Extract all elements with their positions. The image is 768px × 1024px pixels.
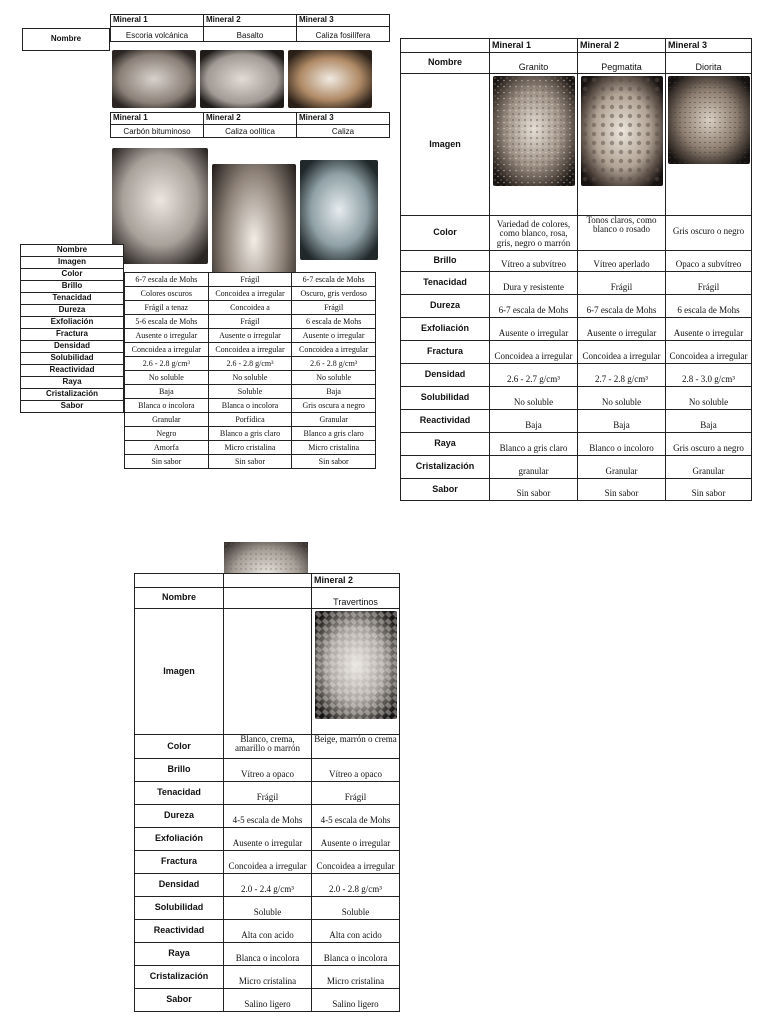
left-cell: Concoidea a irregular: [292, 343, 376, 357]
left-cell: Ausente o irregular: [125, 329, 209, 343]
left-cell: 2.6 - 2.8 g/cm³: [292, 357, 376, 371]
left-cell: Frágil: [208, 315, 292, 329]
left-label: Densidad: [21, 341, 124, 353]
row-label-nombre: Nombre: [135, 588, 224, 609]
row-label-brillo: Brillo: [401, 251, 490, 272]
cell-reactividad-2: Alta con acido: [312, 920, 400, 943]
left-header-3: Mineral 3: [297, 15, 390, 27]
rock-photo-caliza-fosilifera: [288, 50, 372, 108]
row-label-color: Color: [135, 735, 224, 759]
name-diorita: Diorita: [666, 53, 752, 74]
left-cell: Oscuro, gris verdoso: [292, 287, 376, 301]
cell-raya-1: Blanco a gris claro: [490, 433, 578, 456]
cell-solubilidad-3: No soluble: [666, 387, 752, 410]
left-cell: Soluble: [208, 385, 292, 399]
cell-fractura-1: Concoidea a irregular: [224, 851, 312, 874]
left-name-1: Escoria volcánica: [111, 27, 204, 42]
left-cell: Baja: [125, 385, 209, 399]
left-cell: No soluble: [292, 371, 376, 385]
row-label-exfoliacion: Exfoliación: [401, 318, 490, 341]
rock-photo-travertinos: [315, 611, 397, 719]
name-granito: Granito: [490, 53, 578, 74]
left-label: Brillo: [21, 281, 124, 293]
cell-reactividad-1: Baja: [490, 410, 578, 433]
left-cell: Micro cristalina: [292, 441, 376, 455]
left-label: Dureza: [21, 305, 124, 317]
left-mid-header-row: [110, 112, 374, 138]
left-cell: Concoidea a irregular: [125, 343, 209, 357]
corner-cell: [135, 574, 224, 588]
cell-densidad-1: 2.6 - 2.7 g/cm³: [490, 364, 578, 387]
left-cell: Ausente o irregular: [292, 329, 376, 343]
row-label-reactividad: Reactividad: [135, 920, 224, 943]
cell-color-3: Gris oscuro o negro: [666, 216, 752, 251]
left-name-2: Basalto: [204, 27, 297, 42]
left-label: Cristalización: [21, 389, 124, 401]
left-cell: 2.6 - 2.8 g/cm³: [125, 357, 209, 371]
left-mid-name-3: Caliza: [297, 125, 390, 138]
cell-exfoliacion-2: Ausente o irregular: [312, 828, 400, 851]
left-cell: Negro: [125, 427, 209, 441]
header-mineral-2: Mineral 2: [312, 574, 400, 588]
rock-photo-escoria: [112, 50, 196, 108]
cell-raya-2: Blanco o incoloro: [578, 433, 666, 456]
left-cell: Colores oscuros: [125, 287, 209, 301]
left-header-1: Mineral 1: [111, 15, 204, 27]
cell-sabor-2: Salino ligero: [312, 989, 400, 1012]
row-label-exfoliacion: Exfoliación: [135, 828, 224, 851]
left-cell: Frágil: [208, 273, 292, 287]
row-label-solubilidad: Solubilidad: [401, 387, 490, 410]
left-cell: 6-7 escala de Mohs: [292, 273, 376, 287]
left-label: Imagen: [21, 257, 124, 269]
image-cell-pegmatita: [578, 74, 666, 216]
header-mineral-1: Mineral 1: [490, 39, 578, 53]
left-cell: 5-6 escala de Mohs: [125, 315, 209, 329]
left-cell: Blanco a gris claro: [292, 427, 376, 441]
left-cell: Frágil a tenaz: [125, 301, 209, 315]
cell-cristalizacion-2: Granular: [578, 456, 666, 479]
left-name-3: Caliza fosilífera: [297, 27, 390, 42]
left-label: Exfoliación: [21, 317, 124, 329]
left-cell: Porfídica: [208, 413, 292, 427]
name-travertinos: Travertinos: [312, 588, 400, 609]
left-mid-header-1: Mineral 1: [111, 113, 204, 125]
cell-brillo-1: Vítreo a subvítreo: [490, 251, 578, 272]
left-label: Nombre: [21, 245, 124, 257]
left-cell: Sin sabor: [125, 455, 209, 469]
left-cell: Baja: [292, 385, 376, 399]
left-cell: Micro cristalina: [208, 441, 292, 455]
left-cell: Sin sabor: [292, 455, 376, 469]
left-cell: 6-7 escala de Mohs: [125, 273, 209, 287]
mineral-table-bottom: [134, 573, 400, 1012]
cell-densidad-2: 2.0 - 2.8 g/cm³: [312, 874, 400, 897]
row-label-raya: Raya: [135, 943, 224, 966]
cell-sabor-2: Sin sabor: [578, 479, 666, 501]
cell-densidad-3: 2.8 - 3.0 g/cm³: [666, 364, 752, 387]
left-cell: Concoidea a irregular: [208, 343, 292, 357]
image-cell-diorita: [666, 74, 752, 216]
row-label-imagen: Imagen: [135, 609, 224, 735]
row-label-fractura: Fractura: [401, 341, 490, 364]
cell-fractura-1: Concoidea a irregular: [490, 341, 578, 364]
row-label-nombre: Nombre: [401, 53, 490, 74]
cell-exfoliacion-2: Ausente o irregular: [578, 318, 666, 341]
cell-color-1: Variedad de colores, como blanco, rosa, gris, negro o marrón: [490, 216, 578, 251]
left-cell: Granular: [292, 413, 376, 427]
image-cell-mineral-1: [224, 609, 312, 735]
overlapped-table-stack: [20, 14, 380, 544]
corner-cell: [401, 39, 490, 53]
row-label-color: Color: [401, 216, 490, 251]
cell-tenacidad-2: Frágil: [578, 272, 666, 295]
cell-tenacidad-3: Frágil: [666, 272, 752, 295]
left-cell: Gris oscura a negro: [292, 399, 376, 413]
row-label-tenacidad: Tenacidad: [135, 782, 224, 805]
cell-raya-2: Blanca o incolora: [312, 943, 400, 966]
row-label-cristalizacion: Cristalización: [135, 966, 224, 989]
cell-reactividad-2: Baja: [578, 410, 666, 433]
name-mineral-1: [224, 588, 312, 609]
row-label-dureza: Dureza: [401, 295, 490, 318]
left-table-header-row: [110, 14, 374, 42]
cell-solubilidad-1: No soluble: [490, 387, 578, 410]
name-pegmatita: Pegmatita: [578, 53, 666, 74]
cell-densidad-1: 2.0 - 2.4 g/cm³: [224, 874, 312, 897]
rock-photo-basalto: [200, 50, 284, 108]
left-mid-header-3: Mineral 3: [297, 113, 390, 125]
mineral-table-right: [400, 38, 752, 501]
cell-tenacidad-1: Dura y resistente: [490, 272, 578, 295]
cell-dureza-2: 6-7 escala de Mohs: [578, 295, 666, 318]
row-label-cristalizacion: Cristalización: [401, 456, 490, 479]
left-cell: Blanca o incolora: [125, 399, 209, 413]
cell-exfoliacion-3: Ausente o irregular: [666, 318, 752, 341]
row-label-sabor: Sabor: [401, 479, 490, 501]
row-label-dureza: Dureza: [135, 805, 224, 828]
left-nombre-label: Nombre: [23, 29, 110, 51]
cell-cristalizacion-1: granular: [490, 456, 578, 479]
cell-exfoliacion-1: Ausente o irregular: [490, 318, 578, 341]
left-label: Sabor: [21, 401, 124, 413]
cell-dureza-1: 6-7 escala de Mohs: [490, 295, 578, 318]
row-label-imagen: Imagen: [401, 74, 490, 216]
cell-sabor-3: Sin sabor: [666, 479, 752, 501]
left-label: Raya: [21, 377, 124, 389]
cell-brillo-3: Opaco a subvítreo: [666, 251, 752, 272]
left-mid-name-1: Carbón bituminoso: [111, 125, 204, 138]
rock-photo-caliza: [300, 160, 378, 260]
row-label-fractura: Fractura: [135, 851, 224, 874]
header-mineral-2: Mineral 2: [578, 39, 666, 53]
cell-reactividad-3: Baja: [666, 410, 752, 433]
cell-color-1: Blanco, crema, amarillo o marrón: [224, 735, 312, 759]
cell-solubilidad-2: No soluble: [578, 387, 666, 410]
cell-cristalizacion-2: Micro cristalina: [312, 966, 400, 989]
left-label: Color: [21, 269, 124, 281]
image-cell-granito: [490, 74, 578, 216]
cell-sabor-1: Sin sabor: [490, 479, 578, 501]
row-label-densidad: Densidad: [401, 364, 490, 387]
left-cell: Sin sabor: [208, 455, 292, 469]
left-cell: Concoidea a: [208, 301, 292, 315]
row-label-brillo: Brillo: [135, 759, 224, 782]
left-label: Reactividad: [21, 365, 124, 377]
rock-photo-pegmatita: [581, 76, 663, 186]
cell-tenacidad-2: Frágil: [312, 782, 400, 805]
row-label-reactividad: Reactividad: [401, 410, 490, 433]
left-label: Tenacidad: [21, 293, 124, 305]
cell-fractura-3: Concoidea a irregular: [666, 341, 752, 364]
row-label-solubilidad: Solubilidad: [135, 897, 224, 920]
left-cell: Frágil: [292, 301, 376, 315]
cell-color-2: Tonos claros, como blanco o rosado: [578, 216, 666, 251]
header-mineral-1-hidden: [224, 574, 312, 588]
cell-cristalizacion-1: Micro cristalina: [224, 966, 312, 989]
cell-dureza-3: 6 escala de Mohs: [666, 295, 752, 318]
left-cell: No soluble: [208, 371, 292, 385]
left-nombre-cell: [22, 28, 110, 51]
left-label: Solubilidad: [21, 353, 124, 365]
cell-sabor-1: Salino ligero: [224, 989, 312, 1012]
cell-reactividad-1: Alta con acido: [224, 920, 312, 943]
cell-fractura-2: Concoidea a irregular: [312, 851, 400, 874]
left-label-column: [20, 244, 124, 413]
left-cell: Blanco a gris claro: [208, 427, 292, 441]
cell-fractura-2: Concoidea a irregular: [578, 341, 666, 364]
cell-tenacidad-1: Frágil: [224, 782, 312, 805]
left-cell: 2.6 - 2.8 g/cm³: [208, 357, 292, 371]
cell-brillo-2: Vítreo a opaco: [312, 759, 400, 782]
left-mid-name-2: Caliza oolítica: [204, 125, 297, 138]
cell-raya-3: Gris oscuro a negro: [666, 433, 752, 456]
cell-exfoliacion-1: Ausente o irregular: [224, 828, 312, 851]
rock-photo-diorita: [668, 76, 750, 164]
left-cell: Amorfa: [125, 441, 209, 455]
left-mid-header-2: Mineral 2: [204, 113, 297, 125]
rock-photo-granito: [493, 76, 575, 186]
cell-brillo-1: Vítreo a opaco: [224, 759, 312, 782]
left-cell: 6 escala de Mohs: [292, 315, 376, 329]
left-header-2: Mineral 2: [204, 15, 297, 27]
left-cell: Ausente o irregular: [208, 329, 292, 343]
left-cell: Blanca o incolora: [208, 399, 292, 413]
cell-brillo-2: Vítreo aperlado: [578, 251, 666, 272]
cell-solubilidad-1: Soluble: [224, 897, 312, 920]
cell-dureza-2: 4-5 escala de Mohs: [312, 805, 400, 828]
row-label-raya: Raya: [401, 433, 490, 456]
cell-dureza-1: 4-5 escala de Mohs: [224, 805, 312, 828]
left-value-grid: [124, 272, 376, 469]
rock-photo-carbon: [112, 148, 208, 264]
left-label: Fractura: [21, 329, 124, 341]
cell-raya-1: Blanca o incolora: [224, 943, 312, 966]
cell-cristalizacion-3: Granular: [666, 456, 752, 479]
row-label-tenacidad: Tenacidad: [401, 272, 490, 295]
left-cell: No soluble: [125, 371, 209, 385]
cell-solubilidad-2: Soluble: [312, 897, 400, 920]
cell-densidad-2: 2.7 - 2.8 g/cm³: [578, 364, 666, 387]
left-cell: Concoidea a irregular: [208, 287, 292, 301]
cell-color-2: Beige, marrón o crema: [312, 735, 400, 759]
left-cell: Granular: [125, 413, 209, 427]
image-cell-travertinos: [312, 609, 400, 735]
header-mineral-3: Mineral 3: [666, 39, 752, 53]
row-label-sabor: Sabor: [135, 989, 224, 1012]
row-label-densidad: Densidad: [135, 874, 224, 897]
